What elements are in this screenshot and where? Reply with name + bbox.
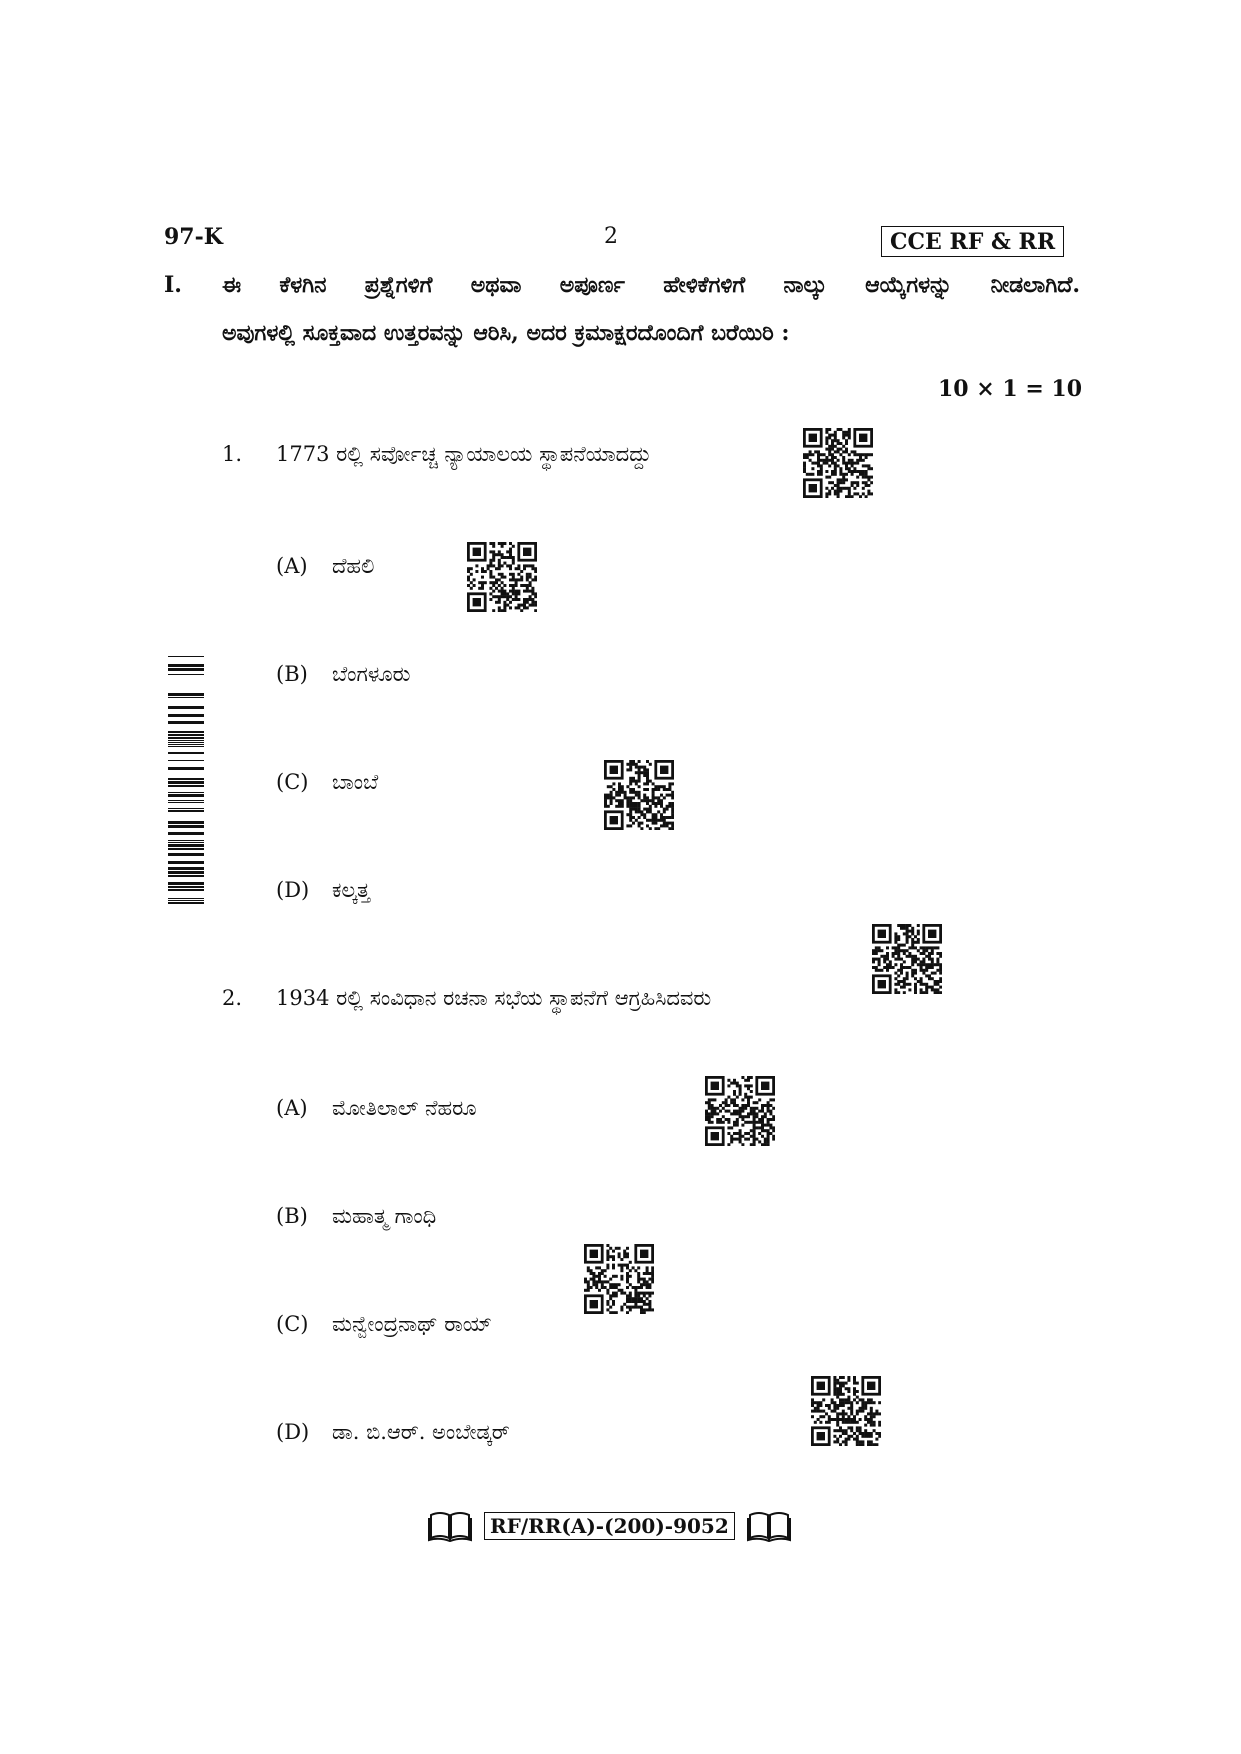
option-text: ದೆಹಲಿ [332, 554, 375, 578]
qr-code-icon [803, 428, 873, 498]
series-box: CCE RF & RR [881, 226, 1064, 257]
question-number: 1. [222, 442, 243, 466]
question-text: 1773 ರಲ್ಲಿ ಸರ್ವೋಚ್ಚ ನ್ಯಾಯಾಲಯ ಸ್ಥಾಪನೆಯಾದದ್ದು [276, 442, 652, 466]
option-label: (D) [276, 878, 310, 902]
option-label: (B) [276, 1204, 308, 1228]
option-label: (A) [276, 1096, 308, 1120]
question-text: 1934 ರಲ್ಲಿ ಸಂವಿಧಾನ ರಚನಾ ಸಭೆಯ ಸ್ಥಾಪನೆಗೆ ಆಗ್ರಹಿಸಿದವರು [276, 986, 712, 1010]
open-book-icon [747, 1510, 791, 1542]
page-number: 2 [604, 224, 618, 249]
option-text: ಮನ್ವೇಂದ್ರನಾಥ್ ರಾಯ್ [332, 1312, 493, 1336]
qr-code-icon [811, 1376, 881, 1446]
footer [428, 1510, 791, 1542]
section-marks: 10 × 1 = 10 [938, 376, 1083, 402]
option-label: (A) [276, 554, 308, 578]
option-label: (D) [276, 1420, 310, 1444]
option-text: ಡಾ. ಬಿ.ಆರ್. ಅಂಬೇಡ್ಕರ್ [332, 1420, 510, 1444]
qr-code-icon [467, 542, 537, 612]
option-label: (C) [276, 1312, 309, 1336]
open-book-icon [428, 1510, 472, 1542]
paper-code: 97-K [164, 224, 223, 250]
option-text: ಕಲ್ಕತ್ತ [332, 878, 370, 902]
option-text: ಮೋತಿಲಾಲ್ ನೆಹರೂ [332, 1096, 477, 1120]
section-instruction-line2: ಅವುಗಳಲ್ಲಿ ಸೂಕ್ತವಾದ ಉತ್ತರವನ್ನು ಆರಿಸಿ, ಅದರ ಕ್ರಮಾಕ್ಷರದೊಂದಿಗೆ ಬರೆಯಿರಿ : [222, 320, 790, 346]
option-text: ಬೆಂಗಳೂರು [332, 662, 411, 686]
section-number: I. [164, 272, 182, 298]
qr-code-icon [872, 924, 942, 994]
footer-code: RF/RR(A)-(200)-9052 [484, 1512, 735, 1540]
option-text: ಮಹಾತ್ಮ ಗಾಂಧಿ [332, 1204, 437, 1228]
qr-code-icon [604, 760, 674, 830]
option-label: (C) [276, 770, 309, 794]
option-label: (B) [276, 662, 308, 686]
barcode-icon [168, 656, 204, 912]
qr-code-icon [705, 1076, 775, 1146]
qr-code-icon [584, 1244, 654, 1314]
option-text: ಬಾಂಬೆ [332, 770, 379, 794]
question-number: 2. [222, 986, 243, 1010]
section-instruction-line1: ಈ ಕೆಳಗಿನ ಪ್ರಶ್ನೆಗಳಿಗೆ ಅಥವಾ ಅಪೂರ್ಣ ಹೇಳಿಕೆಗಳಿಗೆ ನಾಲ್ಕು ಆಯ್ಕೆಗಳನ್ನು ನೀಡಲಾಗಿದೆ. [222, 272, 1080, 298]
